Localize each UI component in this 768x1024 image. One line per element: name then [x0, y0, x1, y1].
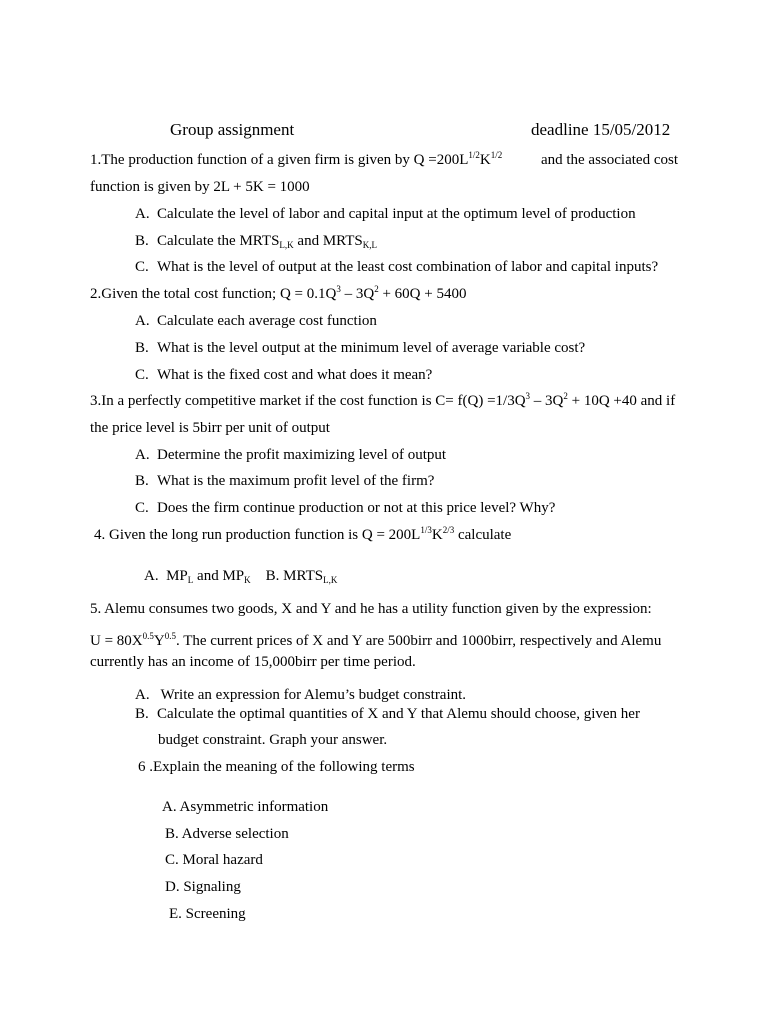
item-text: and MP — [193, 568, 245, 584]
q3-line1 — [90, 392, 678, 410]
q4-text: K — [431, 527, 443, 543]
mrts-subscript: L,K — [323, 575, 338, 585]
q4-sup: 1/3 — [420, 525, 432, 535]
q3-sup: 2 — [563, 391, 568, 401]
q5-text: . The current prices of X and Y are 500birr and 1000birr, respectively and Alemu — [175, 633, 662, 649]
item-text: What is the level output at the minimum level of average variable cost? — [157, 340, 586, 356]
q2-item-c — [135, 366, 432, 384]
q2-line1 — [90, 285, 466, 303]
q5-line1: 5. Alemu consumes two goods, X and Y and he has a utility function given by the expression: — [90, 601, 652, 617]
assignment-title: Group assignment — [170, 120, 295, 139]
item-text: Calculate the level of labor and capital input at the optimum level of production — [157, 206, 636, 222]
q3-text: 3.In a perfectly competitive market if the cost function is C= f(Q) =1/3Q — [90, 393, 526, 409]
item-text: MP — [166, 568, 188, 584]
q5-item-b-cont: budget constraint. Graph your answer. — [158, 732, 388, 748]
item-text: What is the level of output at the least cost combination of labor and capital inputs? — [157, 259, 659, 275]
q2-sup: 3 — [336, 284, 341, 294]
item-text: Determine the profit maximizing level of output — [157, 447, 447, 463]
item-text: Write an expression for Alemu’s budget constraint. — [157, 687, 467, 703]
item-text: Calculate the MRTS — [157, 233, 280, 249]
mp-subscript: L — [187, 575, 194, 585]
q1-item-a — [135, 205, 636, 223]
q3-item-c — [135, 499, 555, 517]
item-text: Calculate each average cost function — [157, 313, 377, 329]
q5-item-a — [135, 686, 466, 704]
q1-line2: function is given by 2L + 5K = 1000 — [90, 179, 310, 195]
q3-text: + 10Q +40 and if — [567, 393, 676, 409]
item-label: A. — [135, 687, 150, 703]
q5-text: Y — [153, 633, 165, 649]
q5-sup: 0.5 — [164, 631, 176, 641]
q1-text-a: 1.The production function of a given firm is given by Q =200L — [90, 152, 469, 168]
item-label: B. — [135, 340, 149, 356]
q1-line1 — [90, 151, 678, 169]
item-text: What is the fixed cost and what does it mean? — [157, 367, 433, 383]
q2-text: – 3Q — [340, 286, 375, 302]
q1-k: K — [479, 152, 491, 168]
item-label: A. — [135, 206, 150, 222]
q3-line2: the price level is 5birr per unit of output — [90, 420, 330, 436]
item-label: C. — [135, 500, 149, 516]
q2-sup: 2 — [374, 284, 379, 294]
mrts-subscript: L,K — [279, 240, 294, 250]
q3-item-b — [135, 472, 434, 490]
q2-item-b — [135, 339, 585, 357]
q1-item-b — [135, 232, 377, 250]
item-label: B. — [135, 473, 149, 489]
q6-item-b: B. Adverse selection — [165, 826, 289, 842]
q4-text: 4. Given the long run production function is Q = 200L — [94, 527, 421, 543]
mp-subscript: K — [244, 575, 251, 585]
item-label: A. — [135, 313, 150, 329]
q3-sup: 3 — [525, 391, 531, 401]
q2-text: 2.Given the total cost function; Q = 0.1Q — [90, 286, 337, 302]
q6-item-a: A. Asymmetric information — [162, 799, 329, 815]
q6-item-d: D. Signaling — [165, 879, 241, 895]
q1-item-c — [135, 258, 658, 276]
q6-item-e: E. Screening — [169, 906, 246, 922]
item-text: Does the firm continue production or not at this price level? Why? — [157, 500, 556, 516]
item-label: B. — [135, 233, 149, 249]
q1-text-b: and the associated cost — [540, 152, 678, 168]
q5-line3: currently has an income of 15,000birr per time period. — [90, 654, 416, 670]
item-label: C. — [135, 367, 149, 383]
q4-line1 — [94, 526, 511, 544]
q4-sup: 2/3 — [442, 525, 455, 535]
q1-sup2: 1/2 — [490, 150, 503, 160]
q2-item-a — [135, 312, 377, 330]
item-label: C. — [135, 259, 149, 275]
q5-item-b — [135, 705, 640, 723]
q3-item-a — [135, 446, 446, 464]
q2-text: + 60Q + 5400 — [378, 286, 467, 302]
q4-text: calculate — [454, 527, 512, 543]
item-text: Calculate the optimal quantities of X and Y that Alemu should choose, given her — [157, 706, 640, 722]
item-text: B. MRTS — [265, 568, 324, 584]
deadline-text: deadline 15/05/2012 — [531, 120, 671, 139]
q5-line2 — [90, 632, 661, 650]
q6-intro: 6 .Explain the meaning of the following terms — [138, 759, 415, 775]
q1-sup1: 1/2 — [468, 150, 480, 160]
item-text: What is the maximum profit level of the firm? — [157, 473, 435, 489]
q3-text: – 3Q — [530, 393, 564, 409]
item-label: B. — [135, 706, 149, 722]
q5-text: U = 80X — [90, 633, 143, 649]
q4-items — [144, 567, 337, 585]
q5-sup: 0.5 — [142, 631, 154, 641]
q6-item-c: C. Moral hazard — [165, 852, 263, 868]
item-text: and MRTS — [293, 233, 363, 249]
item-label: A. — [135, 447, 150, 463]
item-label: A. — [144, 568, 159, 584]
mrts-subscript: K,L — [362, 240, 378, 250]
